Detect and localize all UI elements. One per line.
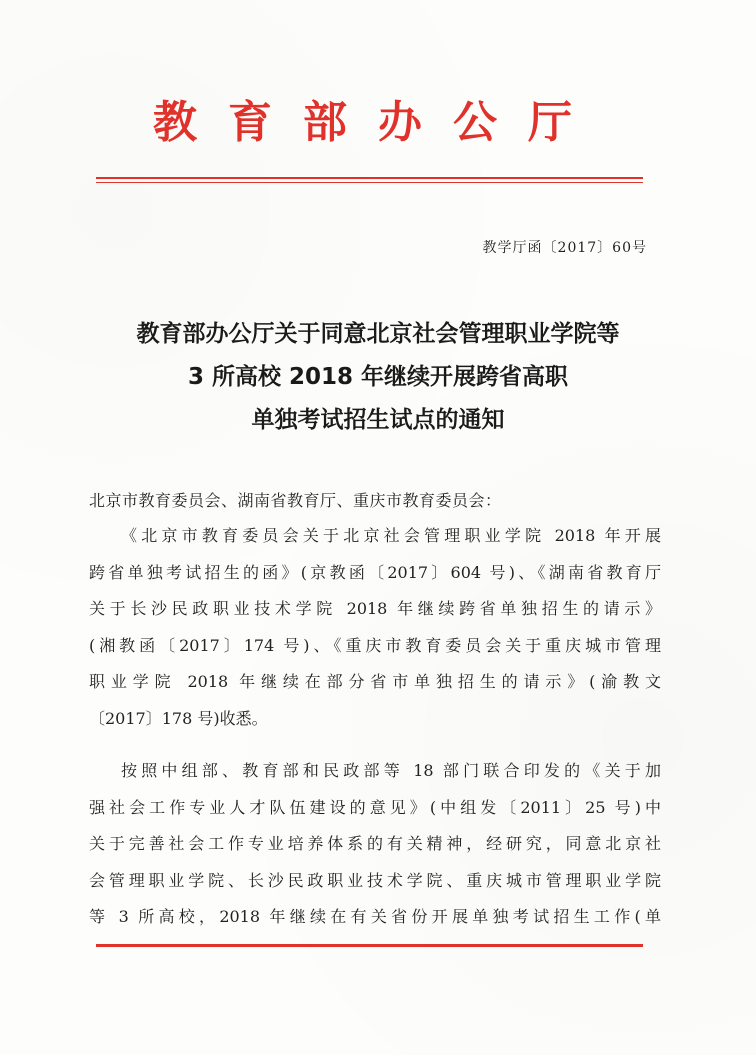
paragraph-line: 强社会工作专业人才队伍建设的意见》(中组发〔2011〕25 号)中 [89, 797, 661, 817]
paragraph-line: 关于长沙民政职业技术学院 2018 年继续跨省单独招生的请示》 [89, 599, 661, 618]
document-title-line: 3 所高校 2018 年继续开展跨省高职 [187, 364, 569, 390]
paragraph-1 [89, 518, 661, 737]
paragraph-line: 职业学院 2018 年继续在部分省市单独招生的请示》(渝教文 [89, 672, 661, 691]
paragraph-line: 按照中组部、教育部和民政部等 18 部门联合印发的《关于加 [121, 761, 661, 780]
document-number: 教学厅函〔2017〕60号 [482, 240, 647, 256]
paragraph-line: (湘教函〔2017〕174 号)、《重庆市教育委员会关于重庆城市管理 [89, 635, 661, 655]
letterhead-red-rule-thick [96, 177, 643, 179]
paragraph-2 [89, 753, 661, 936]
paragraph-line: 跨省单独考试招生的函》(京教函〔2017〕604 号)、《湖南省教育厅 [89, 562, 661, 582]
paragraph-line: 会管理职业学院、长沙民政职业技术学院、重庆城市管理职业学院 [89, 870, 661, 890]
salutation: 北京市教育委员会、湖南省教育厅、重庆市教育委员会： [89, 491, 502, 510]
letterhead-red-rule-thin [96, 182, 643, 183]
document-title [72, 313, 684, 442]
paragraph-line: 〔2017〕178 号)收悉。 [89, 708, 268, 728]
document-title-line: 教育部办公厅关于同意北京社会管理职业学院等 [136, 321, 620, 347]
document-title-line: 单独考试招生试点的通知 [251, 407, 505, 433]
paragraph-line: 关于完善社会工作专业培养体系的有关精神，经研究，同意北京社 [89, 834, 661, 853]
footer-red-rule [96, 944, 643, 947]
letterhead-org-name: 教育部办公厅 [153, 97, 603, 148]
paragraph-line: 《北京市教育委员会关于北京社会管理职业学院 2018 年开展 [121, 526, 661, 545]
paragraph-line: 等 3 所高校，2018 年继续在有关省份开展单独考试招生工作(单 [89, 907, 661, 926]
